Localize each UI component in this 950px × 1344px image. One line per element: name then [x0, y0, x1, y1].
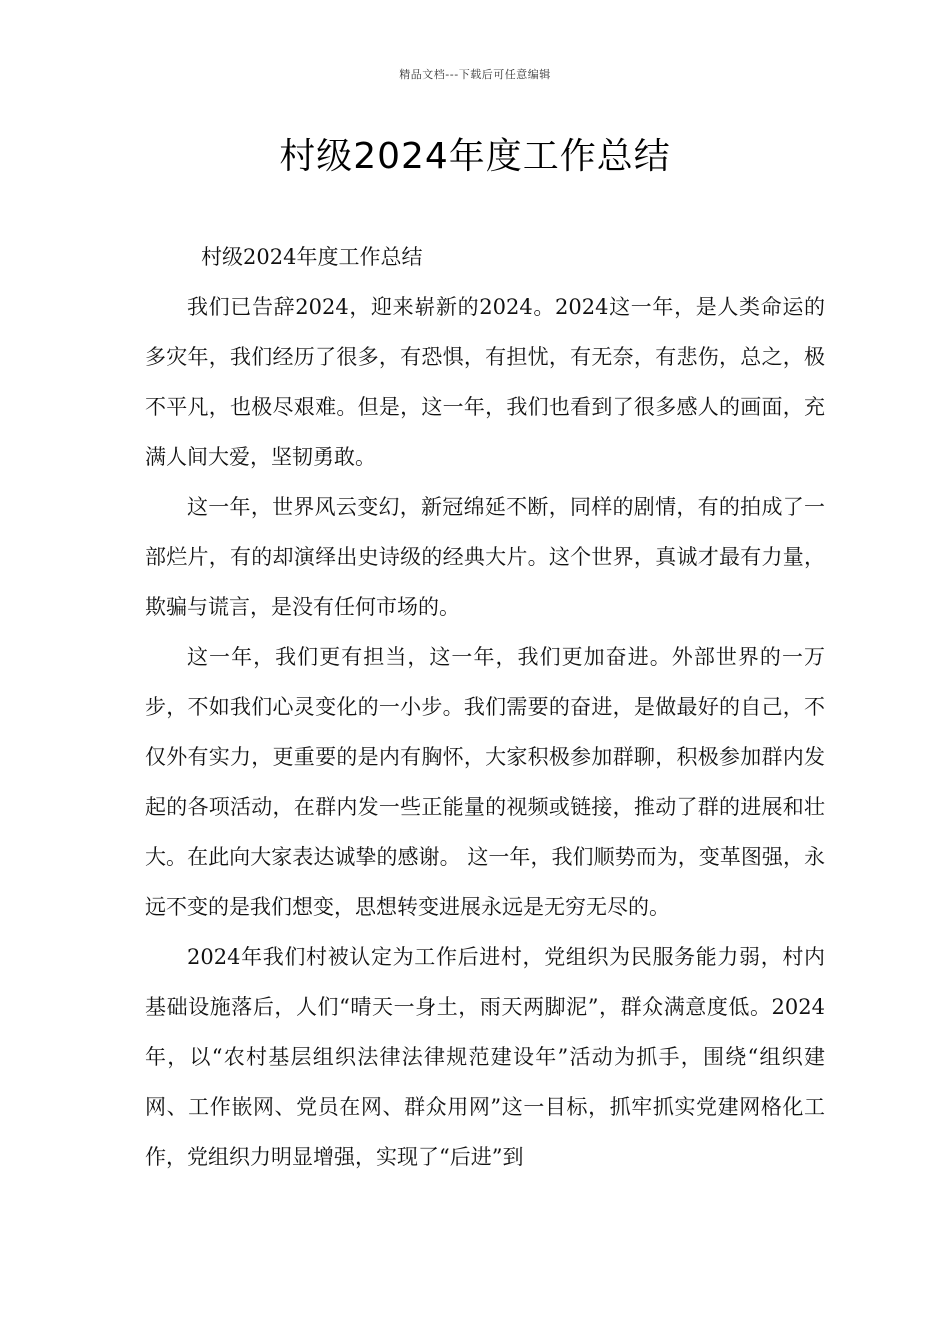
document-title: 村级2024年度工作总结	[279, 136, 671, 177]
document-body	[145, 232, 825, 1182]
body-paragraph: 这一年，我们更有担当，这一年，我们更加奋进。外部世界的一万步，不如我们心灵变化的一小步。我们需要的奋进，是做最好的自己，不仅外有实力，更重要的是内有胸怀，大家积极参加群聊，积极参加群内发起的各项活动，在群内发一些正能量的视频或链接，推动了群的进展和壮大。在此向大家表达诚挚的感谢。 这一年，我们顺势而为，变革图强，永远不变的是我们想变，思想转变进展永远是无穷无尽的。	[145, 645, 825, 919]
body-paragraph: 我们已告辞2024，迎来崭新的2024。2024这一年，是人类命运的多灾年，我们经历了很多，有恐惧，有担忧，有无奈，有悲伤，总之，极不平凡，也极尽艰难。但是，这一年，我们也看到了很多感人的画面，充满人间大爱，坚韧勇敢。	[145, 295, 825, 469]
body-paragraph: 2024年我们村被认定为工作后进村，党组织为民服务能力弱，村内基础设施落后，人们“晴天一身土，雨天两脚泥”，群众满意度低。2024年，以“农村基层组织法律法律规范建设年”活动为抓手，围绕“组织建网、工作嵌网、党员在网、群众用网”这一目标，抓牢抓实党建网格化工作，党组织力明显增强，实现了“后进”到	[145, 945, 825, 1169]
body-paragraph: 这一年，世界风云变幻，新冠绵延不断，同样的剧情，有的拍成了一部烂片，有的却演绎出史诗级的经典大片。这个世界，真诚才最有力量，欺骗与谎言，是没有任何市场的。	[145, 495, 825, 619]
document-subtitle: 村级2024年度工作总结	[201, 245, 423, 269]
page-header-note: 精品文档---下载后可任意编辑	[399, 68, 551, 81]
